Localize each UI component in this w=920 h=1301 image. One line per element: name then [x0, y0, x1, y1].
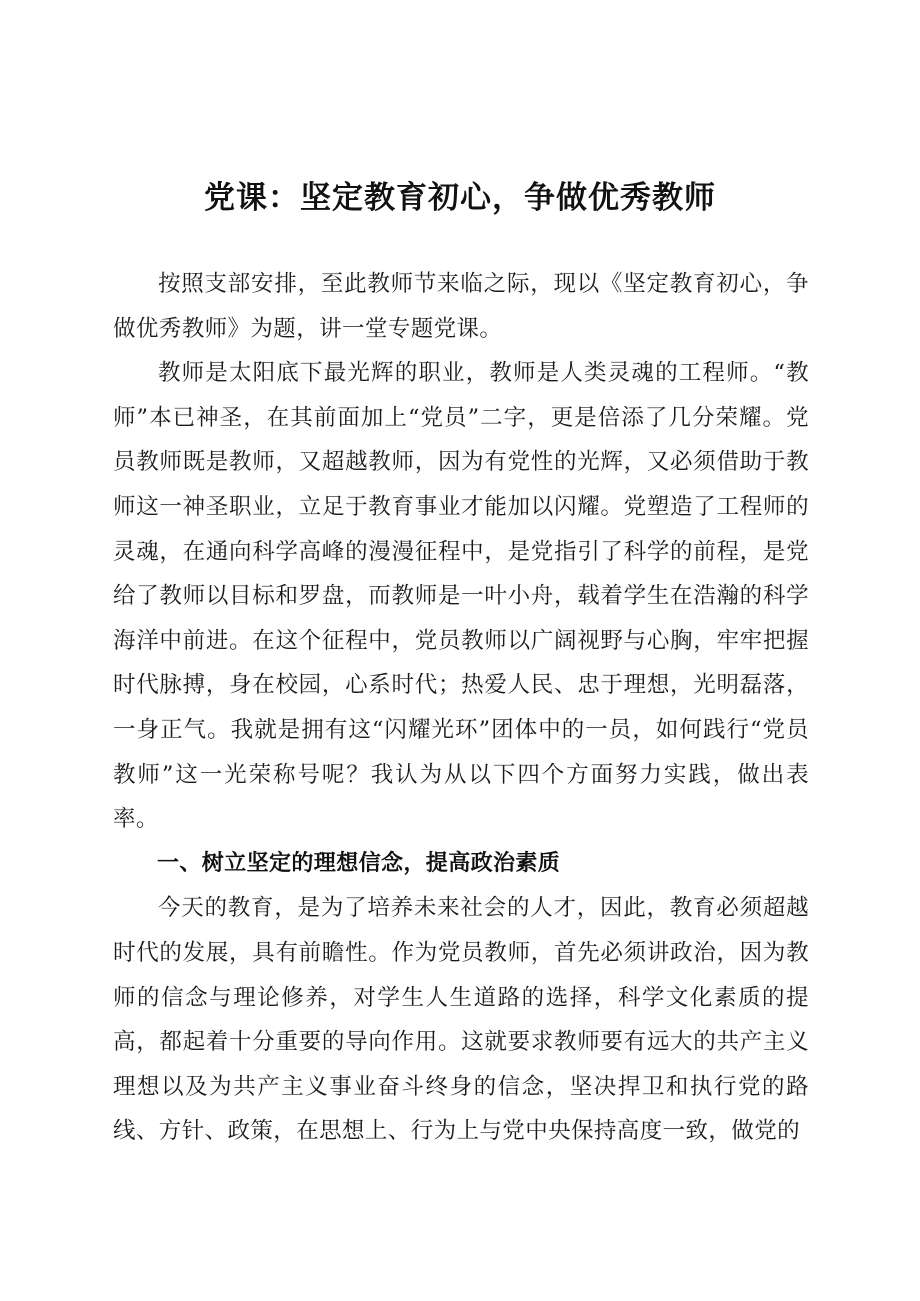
paragraph-intro: 按照支部安排，至此教师节来临之际，现以《坚定教育初心，争做优秀教师》为题，讲一堂专题党课。 [113, 271, 809, 342]
paragraph-section-1: 今天的教育，是为了培养未来社会的人才，因此，教育必须超越时代的发展，具有前瞻性。作为党员教师，首先必须讲政治，因为教师的信念与理论修养，对学生人生道路的选择，科学文化素质的提高，都起着十分重要的导向作用。这就要求教师要有远大的共产主义理想以及为共产主义事业奋斗终身的信念，坚决捍卫和执行党的路线、方针、政策，在思想上、行为上与党中央保持高度一致，做党的 [113, 895, 809, 1145]
document-body [113, 262, 809, 1154]
paragraph-teacher-role: 教师是太阳底下最光辉的职业，教师是人类灵魂的工程师。“教师”本已神圣，在其前面加上“党员”二字，更是倍添了几分荣耀。党员教师既是教师，又超越教师，因为有党性的光辉，又必须借助于教师这一神圣职业，立足于教育事业才能加以闪耀。党塑造了工程师的灵魂，在通向科学高峰的漫漫征程中，是党指引了科学的前程，是党给了教师以目标和罗盘，而教师是一叶小舟，载着学生在浩瀚的科学海洋中前进。在这个征程中，党员教师以广阔视野与心胸，牢牢把握时代脉搏，身在校园，心系时代；热爱人民、忠于理想，光明磊落，一身正气。我就是拥有这“闪耀光环”团体中的一员，如何践行“党员教师”这一光荣称号呢？我认为从以下四个方面努力实践，做出表率。 [113, 360, 809, 833]
section-heading-1: 一、树立坚定的理想信念，提高政治素质 [157, 850, 561, 876]
document-title: 党课：坚定教育初心，争做优秀教师 [204, 180, 716, 216]
